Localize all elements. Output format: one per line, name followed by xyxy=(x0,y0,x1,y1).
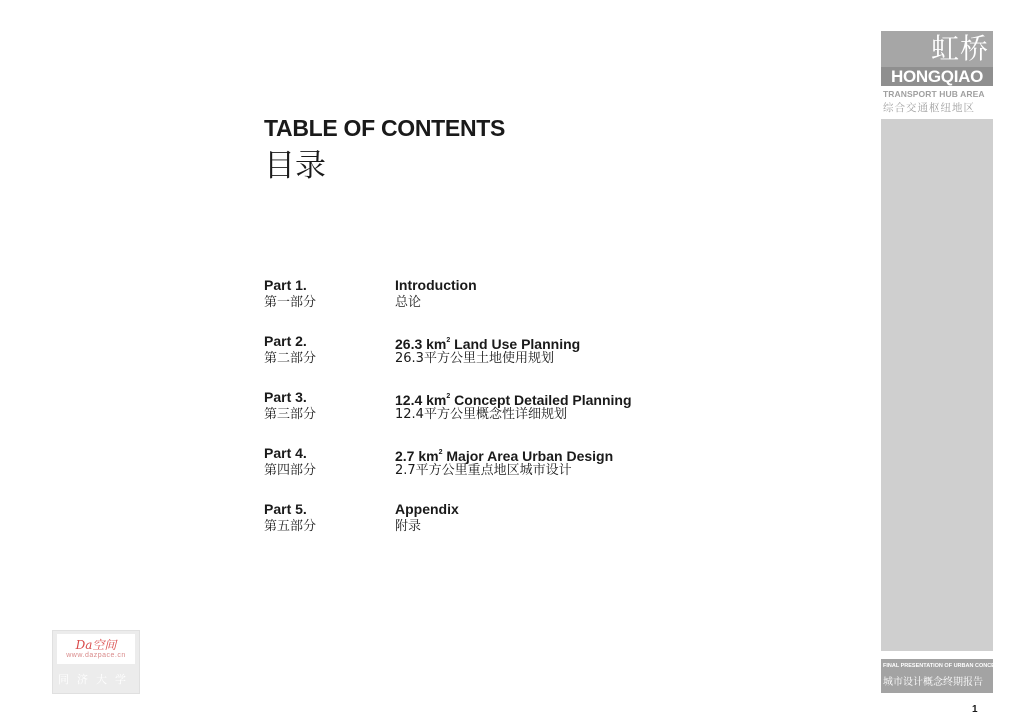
part-title: 12.4 $km^2$ Concept Detailed Planning xyxy=(395,392,632,408)
title-block xyxy=(264,114,505,186)
toc-item-part-3[interactable] xyxy=(264,388,704,428)
page-title: TABLE OF CONTENTS xyxy=(264,115,506,141)
part-number-cn: 第二部分 xyxy=(264,351,317,366)
part-number-cn: 第五部分 xyxy=(264,519,317,534)
page-number: 1 xyxy=(972,704,978,715)
footer-text-en: FINAL PRESENTATION OF URBAN CONCEPTS xyxy=(883,663,1006,669)
part-title-cn: 26.3平方公里土地使用规划 xyxy=(395,351,554,366)
part-number: Part 1. xyxy=(264,277,307,293)
part-number-cn: 第一部分 xyxy=(264,295,317,310)
sidebar xyxy=(881,31,1006,693)
toc-item-part-2[interactable] xyxy=(264,332,704,372)
logo-top xyxy=(57,634,135,664)
part-title: 2.7 $km^2$ Major Area Urban Design xyxy=(395,448,614,464)
toc-item-part-5[interactable] xyxy=(264,500,704,540)
part-title: 26.3 $km^2$ Land Use Planning xyxy=(395,336,581,352)
part-title-cn: 12.4平方公里概念性详细规划 xyxy=(395,407,567,422)
toc-item-part-4[interactable] xyxy=(264,444,704,484)
logo-bottom-text: 同济大学 xyxy=(58,673,134,686)
toc-item-part-1[interactable] xyxy=(264,276,704,316)
part-number-cn: 第三部分 xyxy=(264,407,317,422)
part-number: Part 2. xyxy=(264,333,307,349)
part-number: Part 4. xyxy=(264,445,307,461)
part-title: Introduction xyxy=(395,277,477,293)
brand-subtitle-en: TRANSPORT HUB AREA xyxy=(883,89,985,99)
logo-url: www.dazpace.cn xyxy=(66,652,126,659)
part-number: Part 5. xyxy=(264,501,307,517)
brand-name-cn: 虹桥 xyxy=(930,32,989,65)
logo-name: Da空间 xyxy=(75,638,117,652)
brand-name-en: HONGQIAO xyxy=(881,67,993,86)
brand-subtitle-cn: 综合交通枢纽地区 xyxy=(883,102,975,114)
footer-text-cn: 城市设计概念终期报告 xyxy=(883,677,983,688)
part-number: Part 3. xyxy=(264,389,307,405)
sidebar-bar xyxy=(881,119,993,651)
sidebar-footer xyxy=(881,659,1006,693)
brand-cn-box xyxy=(881,31,993,67)
part-number-cn: 第四部分 xyxy=(264,463,317,478)
watermark-logo xyxy=(52,630,140,694)
part-title-cn: 2.7平方公里重点地区城市设计 xyxy=(395,463,572,478)
part-title-cn: 总论 xyxy=(395,295,422,310)
part-title: Appendix xyxy=(395,501,459,517)
part-title-cn: 附录 xyxy=(395,519,422,534)
page-title-cn: 目录 xyxy=(264,148,326,184)
